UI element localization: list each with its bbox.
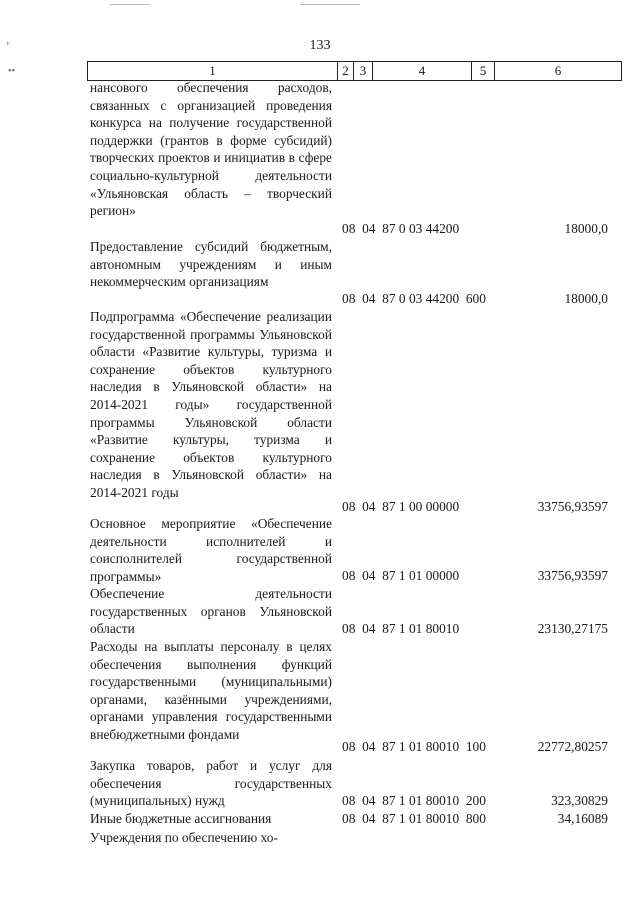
row-codes: 08 04 87 1 01 80010 100 (342, 739, 486, 754)
header-col-4: 4 (372, 62, 471, 80)
row-codes: 08 04 87 0 03 44200 600 (342, 291, 486, 306)
row-amount: 22772,80257 (537, 739, 608, 754)
header-col-6: 6 (494, 62, 621, 80)
row-codes: 08 04 87 1 00 00000 (342, 499, 460, 514)
row-codes: 08 04 87 1 01 80010 200 (342, 793, 486, 808)
row-amount: 33756,93597 (537, 499, 608, 514)
row-amount: 18000,0 (564, 221, 608, 236)
header-col-3: 3 (353, 62, 372, 80)
row-codes: 08 04 87 1 01 80010 (342, 621, 460, 636)
header-col-2: 2 (337, 62, 353, 80)
row-description: Подпрограмма «Обеспечение реализации государственной программы Ульяновской области «Развитие культуры, туризма и сохранение объектов культурного наследия в Ульяновской области» на 2014-2021 годы» государственной программы Ульяновской области «Развитие культуры, туризма и сохранение объектов культурного наследия в Ульяновской области» на 2014-2021 годы (90, 309, 332, 500)
row-description: Основное мероприятие «Обеспечение деятельности исполнителей и соисполнителей государственной программы» (90, 516, 332, 584)
scan-mark: › (6, 38, 10, 49)
row-amount: 23130,27175 (537, 621, 608, 636)
row-description: нансового обеспечения расходов, связанных с организацией проведения конкурса на получение государственной поддержки (грантов в форме субсидий) творческих проектов и инициатив в сфере социально-культурной деятельности «Ульяновская область – творческий регион» (90, 80, 332, 219)
table-header (87, 61, 622, 81)
scan-artifact-line (110, 4, 150, 5)
row-codes: 08 04 87 0 03 44200 (342, 221, 460, 236)
row-description: Учреждения по обеспечению хо- (90, 830, 278, 845)
row-amount: 18000,0 (564, 291, 608, 306)
page-number: 133 (309, 38, 331, 53)
header-col-5: 5 (471, 62, 494, 80)
row-description: Иные бюджетные ассигнования (90, 811, 272, 826)
row-description: Обеспечение деятельности государственных органов Ульяновской области (90, 586, 332, 637)
row-amount: 323,30829 (551, 793, 608, 808)
row-amount: 34,16089 (557, 811, 608, 826)
row-amount: 33756,93597 (537, 568, 608, 583)
scan-artifact-line (300, 4, 360, 5)
row-codes: 08 04 87 1 01 00000 (342, 568, 460, 583)
row-codes: 08 04 87 1 01 80010 800 (342, 811, 486, 826)
row-description: Расходы на выплаты персоналу в целях обеспечения выполнения функций государственными (муниципальными) органами, казёнными учреждениями, органами управления государственными внебюджетными фондами (90, 639, 332, 742)
scan-mark: •• (8, 66, 16, 77)
row-description: Предоставление субсидий бюджетным, автономным учреждениям и иным некоммерческим организациям (90, 239, 332, 290)
row-description: Закупка товаров, работ и услуг для обеспечения государственных (муниципальных) нужд (90, 758, 332, 809)
header-col-1: 1 (209, 63, 216, 78)
